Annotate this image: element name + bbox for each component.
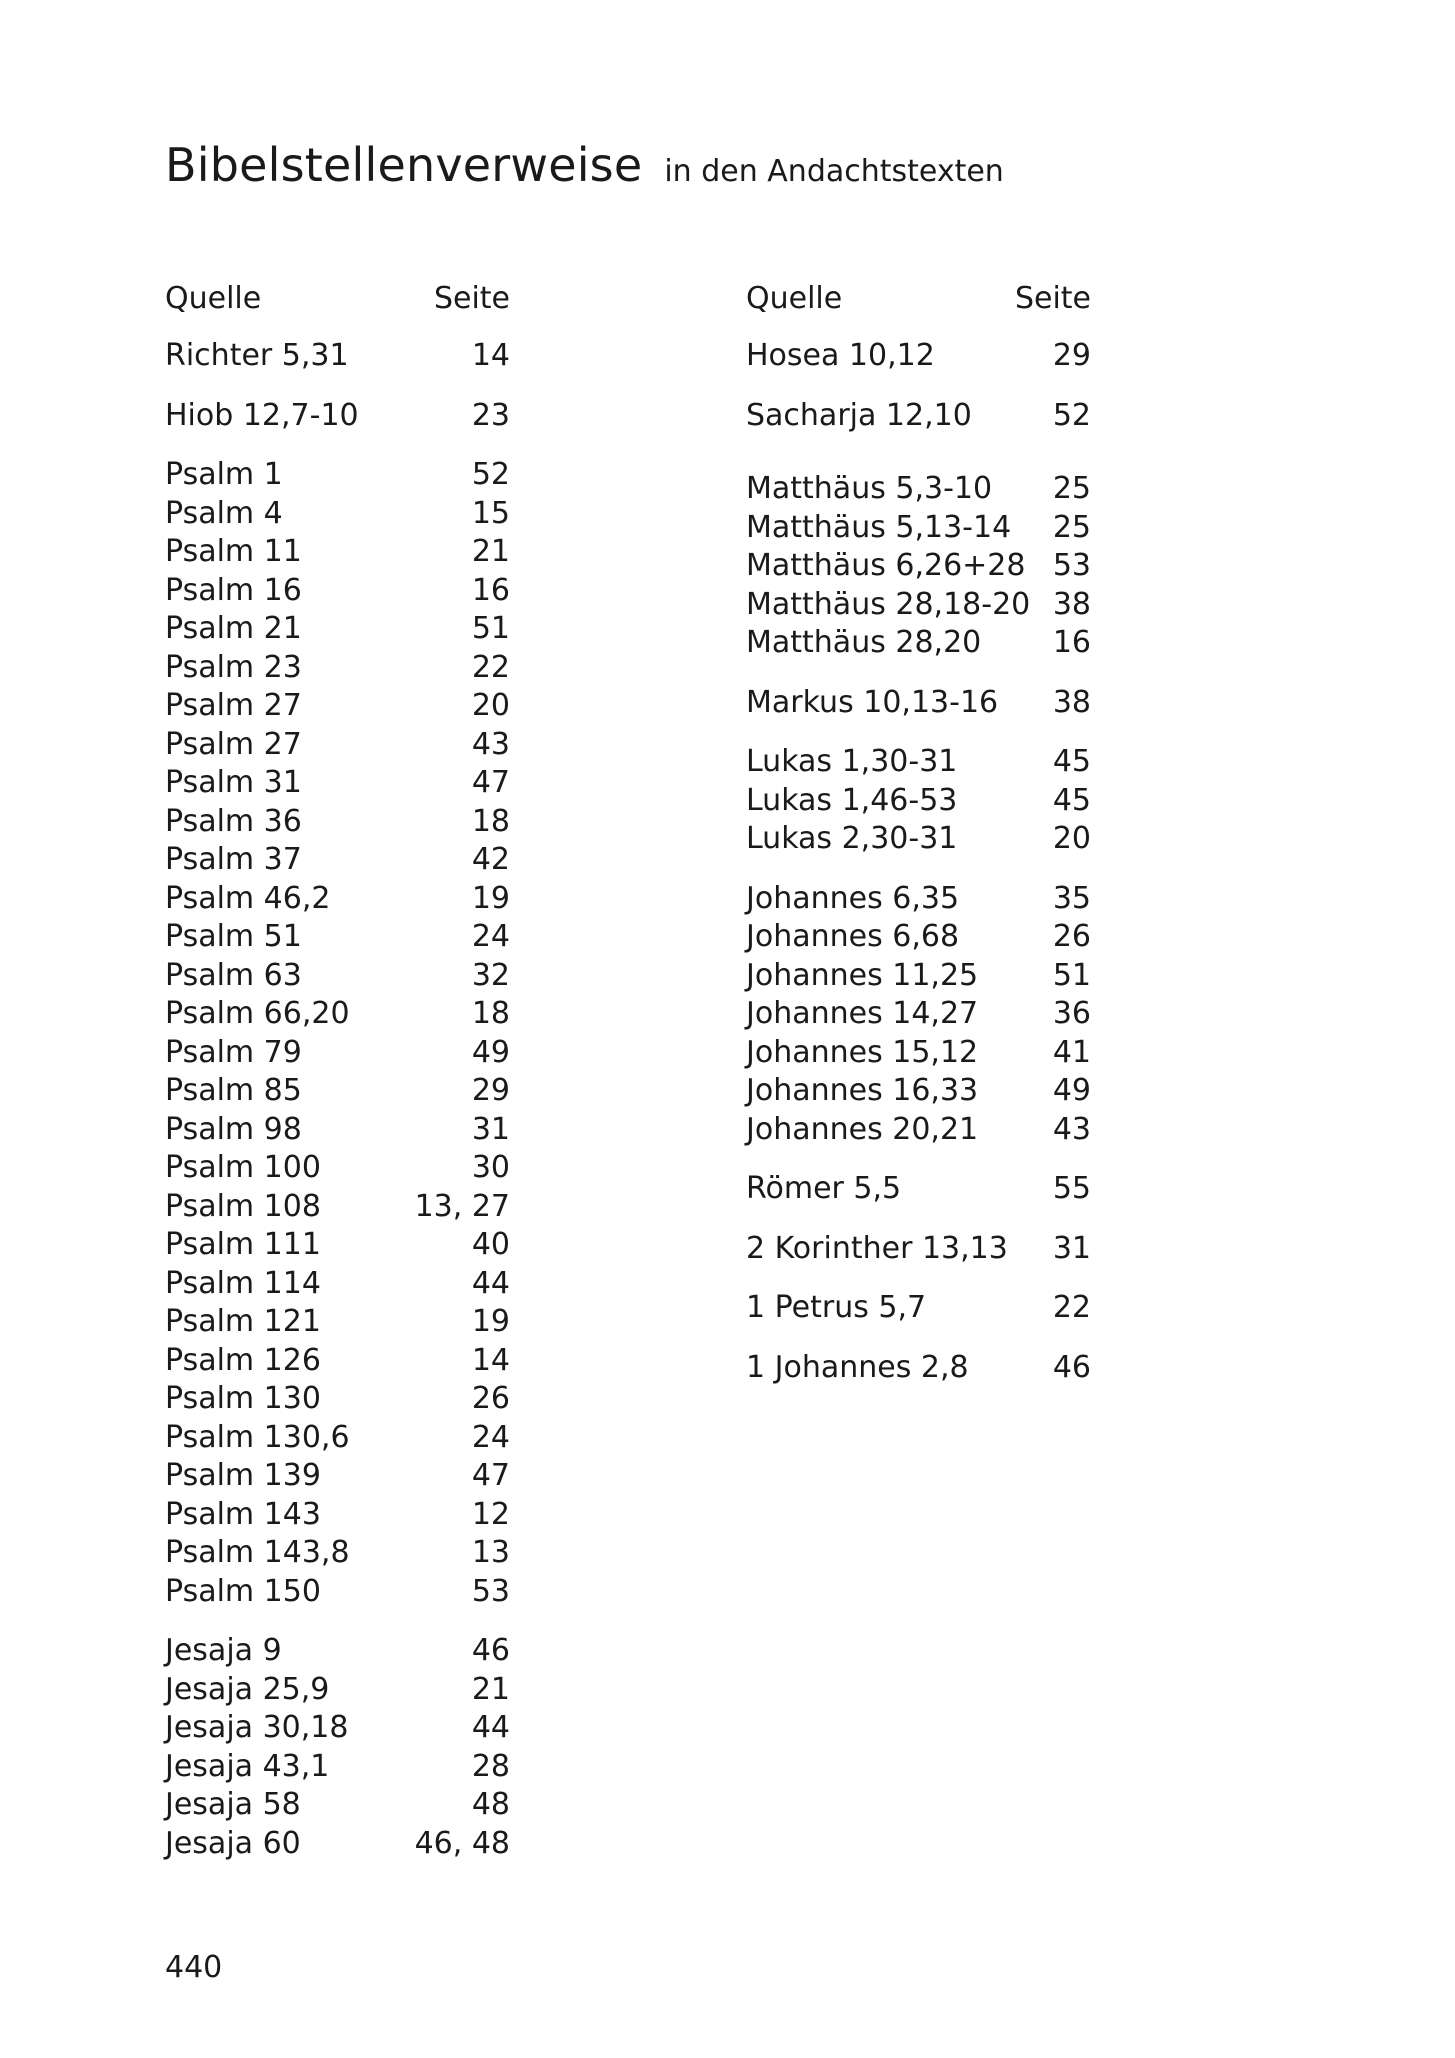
index-entry	[746, 1349, 1091, 1388]
entry-group	[746, 1170, 1091, 1209]
entry-group	[746, 397, 1091, 436]
page-header: Seite	[433, 281, 510, 316]
page-reference: 44	[471, 1710, 510, 1745]
page-reference: 13	[471, 1535, 510, 1570]
scripture-reference: Psalm 63	[165, 957, 302, 993]
scripture-reference: Psalm 23	[165, 649, 302, 685]
index-entry	[165, 1671, 510, 1710]
scripture-reference: Psalm 79	[165, 1034, 302, 1070]
index-entry	[165, 610, 510, 649]
page-reference: 31	[1052, 1230, 1091, 1266]
index-column-right	[746, 278, 1091, 1408]
page-reference: 13, 27	[414, 1188, 510, 1224]
scripture-reference: Richter 5,31	[165, 338, 349, 373]
page-reference: 36	[1052, 996, 1091, 1031]
index-entry	[165, 764, 510, 803]
page-reference: 43	[1052, 1111, 1091, 1147]
column-header	[746, 278, 1091, 320]
index-entry	[165, 1457, 510, 1496]
entry-group	[746, 1289, 1091, 1328]
scripture-reference: Psalm 108	[165, 1188, 321, 1224]
page-reference: 20	[1052, 821, 1091, 856]
entry-group	[165, 337, 510, 376]
page-reference: 40	[471, 1227, 510, 1262]
index-entry	[165, 1188, 510, 1227]
scripture-reference: Hiob 12,7-10	[165, 397, 359, 433]
index-entry	[165, 687, 510, 726]
index-entry	[746, 684, 1091, 723]
scripture-reference: Psalm 114	[165, 1265, 321, 1301]
index-entry	[165, 918, 510, 957]
scripture-reference: 1 Petrus 5,7	[746, 1290, 927, 1325]
index-entry	[165, 726, 510, 765]
scripture-reference: Psalm 1	[165, 457, 283, 492]
index-entry	[746, 397, 1091, 436]
source-header: Quelle	[165, 281, 262, 316]
page-reference: 52	[1052, 397, 1091, 433]
scripture-reference: Lukas 1,46-53	[746, 782, 958, 818]
scripture-reference: Psalm 66,20	[165, 996, 350, 1031]
index-entry	[165, 1149, 510, 1188]
entry-group	[746, 1230, 1091, 1269]
scripture-reference: Psalm 27	[165, 726, 302, 762]
scripture-reference: Psalm 130,6	[165, 1419, 350, 1455]
entry-group	[746, 880, 1091, 1150]
scripture-reference: Psalm 36	[165, 803, 302, 839]
scripture-reference: Jesaja 25,9	[165, 1671, 330, 1707]
right-entry-groups	[746, 337, 1091, 1387]
scripture-reference: Psalm 16	[165, 572, 302, 608]
index-entry	[746, 547, 1091, 586]
page-reference: 45	[1052, 744, 1091, 779]
scripture-reference: Psalm 100	[165, 1150, 321, 1185]
index-entry	[165, 533, 510, 572]
page-reference: 42	[471, 842, 510, 877]
scripture-reference: Markus 10,13-16	[746, 684, 999, 720]
scripture-reference: Jesaja 60	[165, 1825, 301, 1861]
page-reference: 47	[471, 1458, 510, 1493]
index-entry	[165, 1111, 510, 1150]
index-entry	[165, 1072, 510, 1111]
scripture-reference: Psalm 130	[165, 1381, 321, 1416]
page-reference: 43	[471, 726, 510, 762]
scripture-reference: Johannes 6,35	[746, 880, 960, 916]
page-reference: 25	[1052, 509, 1091, 545]
index-entry	[165, 1342, 510, 1381]
index-entry	[165, 495, 510, 534]
page-reference: 53	[471, 1573, 510, 1609]
page-reference: 30	[471, 1150, 510, 1185]
page-reference: 12	[471, 1496, 510, 1532]
page-reference: 48	[471, 1787, 510, 1822]
index-entry	[165, 397, 510, 436]
scripture-reference: Johannes 6,68	[746, 919, 960, 954]
entry-group	[165, 397, 510, 436]
index-entry	[165, 1265, 510, 1304]
scripture-reference: Psalm 27	[165, 688, 302, 723]
index-entry	[746, 624, 1091, 663]
index-column-left	[165, 278, 510, 1884]
scripture-reference: Psalm 98	[165, 1111, 302, 1147]
scripture-reference: Jesaja 9	[165, 1633, 282, 1668]
index-entry	[165, 1419, 510, 1458]
index-entry	[746, 995, 1091, 1034]
page-reference: 24	[471, 1419, 510, 1455]
scripture-reference: Matthäus 28,18-20	[746, 586, 1031, 622]
page-reference: 28	[471, 1748, 510, 1784]
scripture-reference: Johannes 15,12	[746, 1034, 979, 1070]
scripture-reference: Johannes 16,33	[746, 1073, 979, 1108]
scripture-reference: Psalm 51	[165, 919, 302, 954]
page-reference: 47	[471, 765, 510, 800]
title-subtitle: in den Andachtstexten	[664, 154, 1004, 189]
page-number: 440	[165, 1950, 223, 1985]
scripture-reference: Jesaja 30,18	[165, 1710, 349, 1745]
page-reference: 32	[471, 957, 510, 993]
page-reference: 53	[1052, 548, 1091, 583]
page-reference: 16	[1052, 625, 1091, 660]
index-entry	[165, 456, 510, 495]
scripture-reference: Lukas 1,30-31	[746, 744, 958, 779]
source-header: Quelle	[746, 281, 843, 316]
entry-group	[746, 743, 1091, 859]
scripture-reference: Johannes 11,25	[746, 957, 979, 993]
page-reference: 22	[1052, 1290, 1091, 1325]
index-entry	[746, 957, 1091, 996]
scripture-reference: Hosea 10,12	[746, 338, 935, 373]
page-reference: 31	[471, 1111, 510, 1147]
scripture-reference: Johannes 20,21	[746, 1111, 979, 1147]
scripture-reference: Psalm 143,8	[165, 1535, 350, 1570]
index-entry	[746, 1230, 1091, 1269]
page-reference: 51	[1052, 957, 1091, 993]
scripture-reference: Matthäus 5,13-14	[746, 509, 1012, 545]
index-entry	[165, 957, 510, 996]
index-entry	[165, 880, 510, 919]
index-entry	[165, 1226, 510, 1265]
page-reference: 18	[471, 803, 510, 839]
entry-group	[746, 1349, 1091, 1388]
index-entry	[746, 743, 1091, 782]
scripture-reference: Psalm 4	[165, 495, 283, 531]
index-entry	[746, 586, 1091, 625]
index-entry	[165, 1786, 510, 1825]
scripture-reference: Psalm 121	[165, 1304, 321, 1339]
page-reference: 46	[471, 1633, 510, 1668]
entry-group	[746, 470, 1091, 663]
scripture-reference: Psalm 111	[165, 1227, 321, 1262]
entry-group	[746, 337, 1091, 376]
index-entry	[165, 1496, 510, 1535]
index-entry	[746, 1289, 1091, 1328]
page-reference: 51	[471, 611, 510, 646]
index-entry	[746, 820, 1091, 859]
index-entry	[165, 337, 510, 376]
scripture-reference: Psalm 21	[165, 611, 302, 646]
index-entry	[746, 782, 1091, 821]
scripture-reference: 2 Korinther 13,13	[746, 1230, 1008, 1266]
index-entry	[746, 337, 1091, 376]
page-reference: 55	[1052, 1171, 1091, 1206]
page-reference: 14	[471, 338, 510, 373]
scripture-reference: Matthäus 28,20	[746, 625, 982, 660]
index-entry	[746, 1170, 1091, 1209]
page-reference: 21	[471, 1671, 510, 1707]
page-reference: 22	[471, 649, 510, 685]
scripture-reference: Psalm 46,2	[165, 880, 331, 916]
page-reference: 41	[1052, 1034, 1091, 1070]
page-header: Seite	[1014, 281, 1091, 316]
page-reference: 44	[471, 1265, 510, 1301]
page-reference: 24	[471, 919, 510, 954]
index-entry	[165, 1380, 510, 1419]
page-reference: 14	[471, 1342, 510, 1378]
page-reference: 26	[471, 1381, 510, 1416]
scripture-reference: Johannes 14,27	[746, 996, 979, 1031]
scripture-reference: Matthäus 6,26+28	[746, 548, 1026, 583]
index-entry	[165, 803, 510, 842]
index-entry	[165, 1534, 510, 1573]
column-header	[165, 278, 510, 320]
index-entry	[165, 1748, 510, 1787]
index-entry	[165, 1709, 510, 1748]
index-entry	[165, 1034, 510, 1073]
page-reference: 45	[1052, 782, 1091, 818]
page-reference: 49	[1052, 1073, 1091, 1108]
index-entry	[165, 1825, 510, 1864]
index-entry	[746, 1111, 1091, 1150]
page-reference: 46, 48	[414, 1825, 510, 1861]
scripture-reference: Matthäus 5,3-10	[746, 471, 993, 506]
left-entry-groups	[165, 337, 510, 1863]
index-entry	[746, 1072, 1091, 1111]
page-reference: 29	[1052, 338, 1091, 373]
scripture-reference: Jesaja 58	[165, 1787, 301, 1822]
index-entry	[165, 1632, 510, 1671]
page-reference: 19	[471, 1304, 510, 1339]
index-entry	[165, 841, 510, 880]
scripture-reference: Psalm 143	[165, 1496, 321, 1532]
scripture-reference: Psalm 139	[165, 1458, 321, 1493]
page-reference: 15	[471, 495, 510, 531]
index-entry	[746, 509, 1091, 548]
scripture-reference: Jesaja 43,1	[165, 1748, 330, 1784]
page-reference: 49	[471, 1034, 510, 1070]
scripture-reference: Psalm 85	[165, 1073, 302, 1108]
entry-group	[746, 684, 1091, 723]
scripture-reference: 1 Johannes 2,8	[746, 1349, 969, 1385]
entry-group	[165, 456, 510, 1611]
page-reference: 25	[1052, 471, 1091, 506]
page-reference: 20	[471, 688, 510, 723]
page-reference: 19	[471, 880, 510, 916]
entry-group	[165, 1632, 510, 1863]
page-reference: 21	[471, 534, 510, 569]
page-reference: 16	[471, 572, 510, 608]
index-entry	[746, 470, 1091, 509]
page-reference: 18	[471, 996, 510, 1031]
index-entry	[165, 649, 510, 688]
scripture-reference: Lukas 2,30-31	[746, 821, 958, 856]
scripture-reference: Römer 5,5	[746, 1171, 902, 1206]
index-entry	[165, 995, 510, 1034]
page-title	[165, 138, 1004, 192]
page-reference: 38	[1052, 586, 1091, 622]
scripture-reference: Psalm 126	[165, 1342, 321, 1378]
page-reference: 29	[471, 1073, 510, 1108]
page-reference: 35	[1052, 880, 1091, 916]
index-entry	[165, 1573, 510, 1612]
scripture-reference: Psalm 31	[165, 765, 302, 800]
scripture-reference: Sacharja 12,10	[746, 397, 972, 433]
page-reference: 46	[1052, 1349, 1091, 1385]
scripture-reference: Psalm 37	[165, 842, 302, 877]
page-reference: 38	[1052, 684, 1091, 720]
page-reference: 23	[471, 397, 510, 433]
title-main: Bibelstellenverweise	[165, 138, 643, 192]
scripture-reference: Psalm 11	[165, 534, 302, 569]
index-entry	[165, 572, 510, 611]
scripture-reference: Psalm 150	[165, 1573, 321, 1609]
index-entry	[746, 918, 1091, 957]
index-entry	[746, 1034, 1091, 1073]
page-reference: 26	[1052, 919, 1091, 954]
index-entry	[746, 880, 1091, 919]
page-reference: 52	[471, 457, 510, 492]
index-entry	[165, 1303, 510, 1342]
